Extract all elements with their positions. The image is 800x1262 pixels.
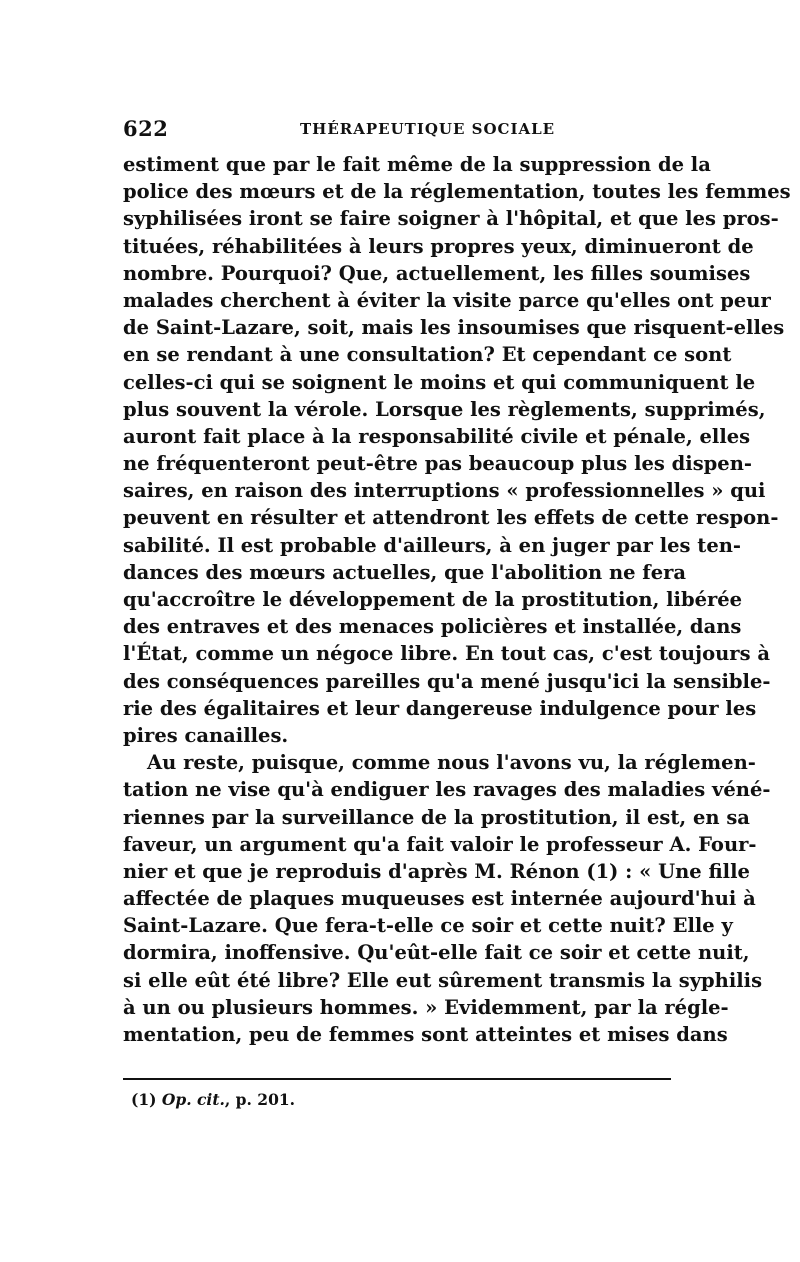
text-line: malades cherchent à éviter la visite parce qu'elles ont peur	[123, 288, 771, 312]
text-line: affectée de plaques muqueuses est internée aujourd'hui à	[123, 887, 756, 911]
text-line: plus souvent la vérole. Lorsque les règlements, supprimés,	[123, 397, 766, 421]
page-number: 622	[123, 116, 169, 141]
footnote	[131, 1090, 295, 1109]
body-text	[123, 151, 791, 1048]
paragraph-end-line: pires canailles.	[123, 723, 289, 747]
text-line: nier et que je reproduis d'après M. Rénon (1) : « Une fille	[123, 859, 750, 883]
footnote-number: (1)	[131, 1090, 162, 1109]
text-line: dances des mœurs actuelles, que l'abolition ne fera	[123, 560, 687, 584]
text-line: tituées, réhabilitées à leurs propres yeux, diminueront de	[123, 234, 754, 258]
text-line: des conséquences pareilles qu'a mené jusqu'ici la sensible-	[123, 669, 771, 693]
text-line: auront fait place à la responsabilité civile et pénale, elles	[123, 424, 751, 448]
footnote-citation: Op. cit.	[161, 1090, 225, 1109]
text-line: mentation, peu de femmes sont atteintes et mises dans	[123, 1023, 728, 1046]
text-line: des entraves et des menaces policières et installée, dans	[123, 615, 742, 639]
text-line: si elle eût été libre? Elle eut sûrement transmis la syphilis	[123, 968, 763, 992]
paragraph-start-line: Au reste, puisque, comme nous l'avons vu, la réglemen-	[147, 751, 756, 775]
footnote-divider	[123, 1078, 671, 1080]
text-line: peuvent en résulter et attendront les effets de cette respon-	[123, 506, 779, 530]
text-line: celles-ci qui se soignent le moins et qui communiquent le	[123, 370, 756, 394]
text-line: en se rendant à une consultation? Et cependant ce sont	[123, 343, 732, 367]
text-line: Saint-Lazare. Que fera-t-elle ce soir et cette nuit? Elle y	[123, 914, 733, 938]
text-line: police des mœurs et de la réglementation, toutes les femmes	[123, 180, 791, 204]
page-header	[123, 116, 671, 142]
text-line: riennes par la surveillance de la prostitution, il est, en sa	[123, 805, 750, 829]
text-line: saires, en raison des interruptions « professionnelles » qui	[123, 479, 766, 503]
text-line: sabilité. Il est probable d'ailleurs, à en juger par les ten-	[123, 533, 741, 557]
text-line: tation ne vise qu'à endiguer les ravages des maladies véné-	[123, 778, 771, 802]
footnote-page-ref: , p. 201.	[224, 1090, 296, 1109]
text-line: à un ou plusieurs hommes. » Evidemment, par la régle-	[123, 995, 729, 1019]
text-line: syphilisées iront se faire soigner à l'hôpital, et que les pros-	[123, 207, 779, 231]
text-line: estiment que par le fait même de la suppression de la	[123, 153, 711, 176]
text-line: rie des égalitaires et leur dangereuse indulgence pour les	[123, 696, 757, 720]
text-line: l'État, comme un négoce libre. En tout cas, c'est toujours à	[123, 642, 770, 666]
running-title: THÉRAPEUTIQUE SOCIALE	[300, 120, 556, 138]
text-line: faveur, un argument qu'a fait valoir le professeur A. Four-	[123, 832, 757, 856]
text-line: de Saint-Lazare, soit, mais les insoumises que risquent-elles	[123, 316, 785, 340]
text-line: qu'accroître le développement de la prostitution, libérée	[123, 588, 743, 611]
text-line: ne fréquenteront peut-être pas beaucoup plus les dispen-	[123, 452, 752, 476]
text-line: dormira, inoffensive. Qu'eût-elle fait ce soir et cette nuit,	[123, 941, 750, 965]
text-line: nombre. Pourquoi? Que, actuellement, les filles soumises	[123, 261, 751, 285]
